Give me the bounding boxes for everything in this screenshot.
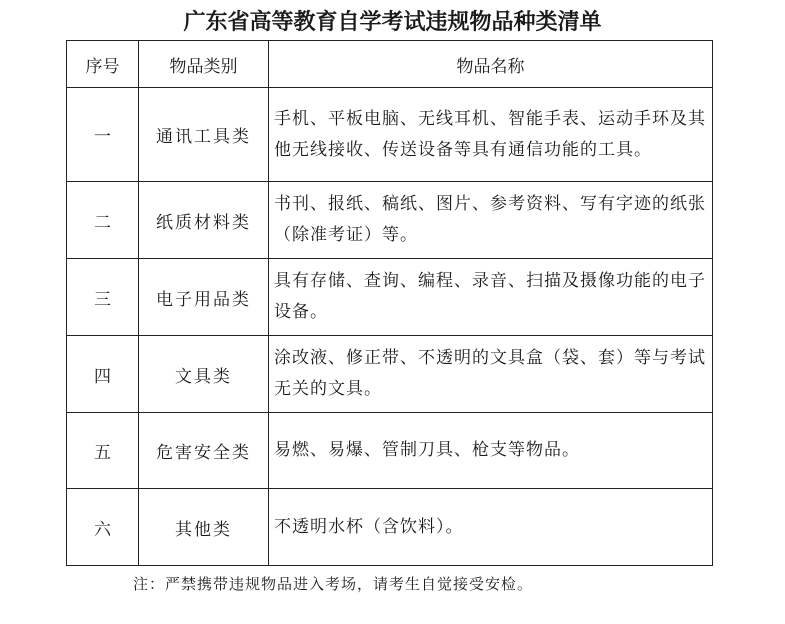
header-category: 物品类别 xyxy=(139,41,269,88)
row-names: 涂改液、修正带、不透明的文具盒（袋、套）等与考试无关的文具。 xyxy=(269,336,713,413)
table-row xyxy=(67,413,713,489)
table-row xyxy=(67,182,713,259)
table-row xyxy=(67,259,713,336)
footnote: 注：严禁携带违规物品进入考场，请考生自觉接受安检。 xyxy=(133,575,534,593)
table-row xyxy=(67,88,713,182)
table-row xyxy=(67,489,713,566)
prohibited-items-table xyxy=(66,40,713,566)
row-names: 手机、平板电脑、无线耳机、智能手表、运动手环及其他无线接收、传送设备等具有通信功能的工具。 xyxy=(269,88,713,182)
table-header-row xyxy=(67,41,713,88)
row-category: 危害安全类 xyxy=(139,413,269,489)
row-num: 二 xyxy=(67,182,139,259)
row-category: 电子用品类 xyxy=(139,259,269,336)
row-names: 书刊、报纸、稿纸、图片、参考资料、写有字迹的纸张（除准考证）等。 xyxy=(269,182,713,259)
row-category: 其他类 xyxy=(139,489,269,566)
row-category: 纸质材料类 xyxy=(139,182,269,259)
row-num: 六 xyxy=(67,489,139,566)
row-num: 一 xyxy=(67,88,139,182)
document-title: 广东省高等教育自学考试违规物品种类清单 xyxy=(183,9,602,35)
row-names: 不透明水杯（含饮料）。 xyxy=(269,489,713,566)
row-category: 通讯工具类 xyxy=(139,88,269,182)
row-names: 具有存储、查询、编程、录音、扫描及摄像功能的电子设备。 xyxy=(269,259,713,336)
row-num: 四 xyxy=(67,336,139,413)
row-num: 五 xyxy=(67,413,139,489)
row-num: 三 xyxy=(67,259,139,336)
row-category: 文具类 xyxy=(139,336,269,413)
row-names: 易燃、易爆、管制刀具、枪支等物品。 xyxy=(269,413,713,489)
header-num: 序号 xyxy=(67,41,139,88)
table-row xyxy=(67,336,713,413)
header-names: 物品名称 xyxy=(269,41,713,88)
